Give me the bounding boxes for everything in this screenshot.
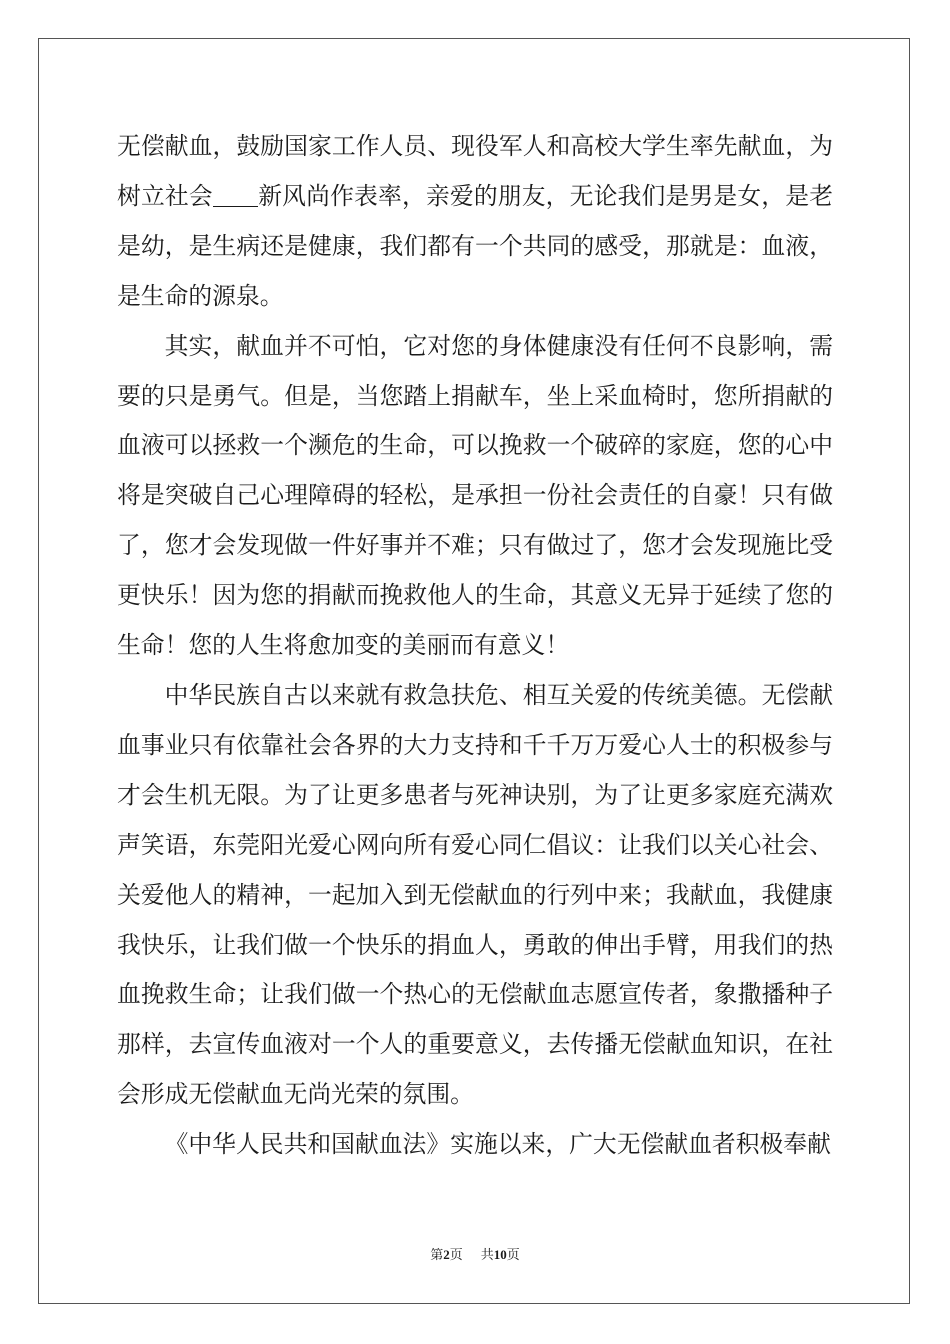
footer-page-prefix: 第 xyxy=(430,1248,444,1263)
paragraph-1 xyxy=(117,122,833,322)
paragraph-4: 《中华人民共和国献血法》实施以来，广大无偿献血者积极奉献 xyxy=(164,1130,831,1159)
footer-page-number: 2 xyxy=(443,1247,450,1262)
paragraph-1-text-after-blank: 新风尚作表率，亲爱的朋友，无论我们是男是女，是老是幼，是生病还是健康，我们都有一个共同的感受，那就是：血液，是生命的源泉。 xyxy=(117,181,834,310)
footer-total-suffix: 页 xyxy=(506,1248,520,1263)
page-footer xyxy=(0,1244,950,1263)
footer-total-prefix: 共 xyxy=(480,1248,494,1263)
footer-page-suffix: 页 xyxy=(449,1248,463,1263)
paragraph-1-text-before-blank: 无偿献血，鼓励国家工作人员、现役军人和高校大学生率先献血，为树立社会 xyxy=(117,132,833,210)
document-body xyxy=(117,122,833,1170)
paragraph-3: 中华民族自古以来就有救急扶危、相互关爱的传统美德。无偿献血事业只有依靠社会各界的大力支持和千千万万爱心人士的积极参与才会生机无限。为了让更多患者与死神诀别，为了让更多家庭充满欢声笑语，东莞阳光爱心网向所有爱心同仁倡议：让我们以关心社会、关爱他人的精神，一起加入到无偿献血的行列中来；我献血，我健康我快乐，让我们做一个快乐的捐血人，勇敢的伸出手臂，用我们的热血挽救生命；让我们做一个热心的无偿献血志愿宣传者，象撒播种子那样，去宣传血液对一个人的重要意义，去传播无偿献血知识，在社会形成无偿献血无尚光荣的氛围。 xyxy=(117,680,833,1109)
paragraph-2: 其实，献血并不可怕，它对您的身体健康没有任何不良影响，需要的只是勇气。但是，当您踏上捐献车，坐上采血椅时，您所捐献的血液可以拯救一个濒危的生命，可以挽救一个破碎的家庭，您的心中将是突破自己心理障碍的轻松，是承担一份社会责任的自豪！只有做了，您才会发现做一件好事并不难；只有做过了，您才会发现施比受更快乐！因为您的捐献而挽救他人的生命，其意义无异于延续了您的生命！您的人生将愈加变的美丽而有意义！ xyxy=(117,331,833,660)
fill-in-blank xyxy=(213,183,258,208)
footer-total-pages: 10 xyxy=(493,1247,507,1262)
